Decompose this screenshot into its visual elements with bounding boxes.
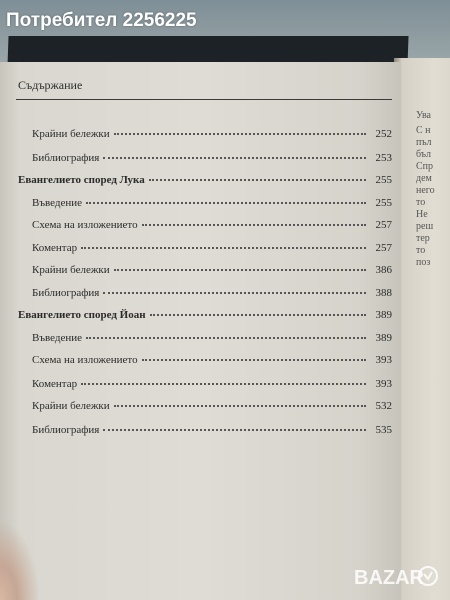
toc-entry-title: Крайни бележки [32, 128, 110, 140]
right-page-fragment: него [416, 185, 435, 196]
toc-page-number: 535 [375, 424, 392, 436]
toc-page-number: 257 [375, 219, 392, 231]
toc-page-number: 393 [375, 354, 392, 366]
right-page-fragment: тер [416, 233, 430, 244]
right-page-fragment: то [416, 197, 426, 208]
toc-leader-dots [103, 423, 366, 431]
toc-leader-dots [142, 353, 366, 361]
toc-leader-dots [103, 151, 366, 159]
toc-entry-title: Евангелието според Йоан [18, 309, 146, 321]
bazar-logo [352, 562, 444, 592]
right-page-fragment: Не [416, 209, 428, 220]
toc-leader-dots [114, 399, 366, 407]
toc-entry [32, 242, 392, 254]
toc-leader-dots [114, 127, 366, 135]
toc-entry-title: Коментар [32, 242, 78, 254]
bazar-logo-text: BAZAR [354, 567, 424, 589]
toc-entry [32, 152, 392, 164]
toc-leader-dots [81, 377, 366, 385]
toc-entry-title: Крайни бележки [32, 264, 110, 276]
toc-leader-dots [81, 241, 366, 249]
toc-entry-title: Евангелието според Лука [18, 174, 145, 186]
toc-entry-title: Библиография [32, 424, 100, 436]
toc-page-number: 393 [375, 378, 392, 390]
right-page-fragment: бъл [416, 149, 431, 160]
toc-entry-title: Библиография [32, 287, 100, 299]
toc-page-number: 255 [375, 197, 392, 209]
toc-page-number: 389 [375, 309, 392, 321]
toc-entry-title: Схема на изложението [32, 219, 138, 231]
page-header: Съдържание [18, 78, 83, 92]
toc-page-number: 257 [375, 242, 392, 254]
toc-page-number: 386 [375, 264, 392, 276]
toc-page-number: 252 [375, 128, 392, 140]
toc-entry-title: Крайни бележки [32, 400, 110, 412]
toc-leader-dots [149, 173, 366, 181]
toc-leader-dots [150, 308, 366, 316]
toc-entry-title: Схема на изложението [32, 354, 138, 366]
toc-page-number: 532 [375, 400, 392, 412]
toc-entry [32, 378, 392, 390]
toc-leader-dots [86, 331, 366, 339]
right-page-fragment: то [416, 245, 426, 256]
finger-shadow [0, 520, 40, 600]
toc-entry [32, 264, 392, 276]
toc-page-number: 255 [375, 174, 392, 186]
toc-page-number: 253 [375, 152, 392, 164]
toc-entry-title: Въведение [32, 197, 83, 209]
watermark: Потребител 2256225 [6, 10, 197, 31]
toc-page-number: 388 [375, 287, 392, 299]
right-page-fragment: Ува [416, 110, 431, 121]
toc-entry-title: Библиография [32, 152, 100, 164]
toc-page-number: 389 [375, 332, 392, 344]
right-page-fragment: пъл [416, 137, 432, 148]
toc-leader-dots [86, 196, 366, 204]
toc-entry-title: Коментар [32, 378, 78, 390]
right-page [394, 58, 450, 600]
toc-leader-dots [114, 263, 366, 271]
toc-entry [32, 219, 392, 231]
toc-chapter [18, 174, 392, 186]
toc-leader-dots [103, 286, 366, 294]
right-page-fragment: дем [416, 173, 432, 184]
toc-leader-dots [142, 218, 366, 226]
right-page-fragment: С н [416, 125, 431, 136]
right-page-fragment: реш [416, 221, 434, 232]
toc-entry [32, 287, 392, 299]
right-page-fragment: поз [416, 257, 431, 268]
toc-entry [32, 424, 392, 436]
bazar-logo-check [424, 572, 432, 579]
toc-entry [32, 332, 392, 344]
toc-entry [32, 354, 392, 366]
toc-entry [32, 128, 392, 140]
toc-entry [32, 400, 392, 412]
toc-entry-title: Въведение [32, 332, 83, 344]
right-page-fragment: Спр [416, 161, 434, 172]
toc-chapter [18, 309, 392, 321]
toc-entry [32, 197, 392, 209]
